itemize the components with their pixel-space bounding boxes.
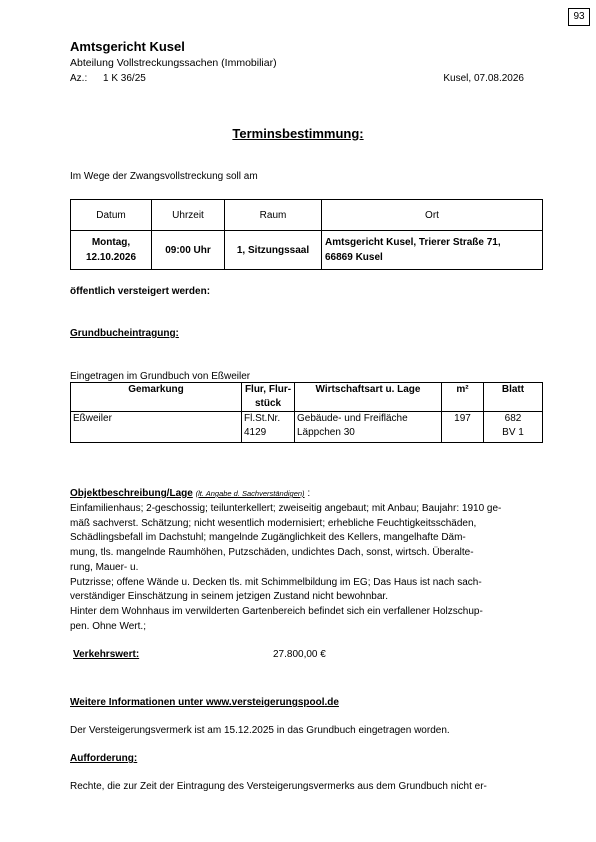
page-number: 93	[568, 8, 590, 26]
objekt-heading: Objektbeschreibung/Lage	[70, 488, 193, 499]
objekt-line: verständiger Einschätzung in seinem jetzigen Zustand nicht bewohnbar.	[70, 591, 388, 603]
court-name: Amtsgericht Kusel	[70, 39, 185, 54]
weitere-informationen: Weitere Informationen unter www.versteigerungspool.de	[70, 697, 339, 708]
header-ort: Ort	[322, 200, 543, 231]
document-title: Terminsbestimmung:	[232, 126, 364, 141]
cell-blatt-line1: 682	[504, 413, 522, 424]
header-wirtschaftsart: Wirtschaftsart u. Lage	[295, 383, 442, 412]
grundbuch-table-row	[71, 412, 543, 443]
verkehrswert-label: Verkehrswert:	[73, 649, 140, 660]
objekt-line: mung, tls. mangelnde Raumhöhen, Putzschäden, undichtes Dach, sonst, wirtsch. Überalte-	[70, 547, 474, 559]
place-date: Kusel, 07.08.2026	[443, 73, 524, 84]
appointment-place	[322, 231, 543, 270]
file-number: 1 K 36/25	[103, 73, 146, 84]
vermerk-text: Der Versteigerungsvermerk ist am 15.12.2025 in das Grundbuch eingetragen worden.	[70, 725, 450, 736]
objekt-line: rung, Mauer- u.	[70, 561, 139, 573]
cell-wirtschaftsart-line2: Läppchen 30	[297, 427, 355, 438]
objekt-line: Hinter dem Wohnhaus im verwilderten Gartenbereich befindet sich ein verfallener Holzschup-	[70, 605, 483, 617]
aufforderung-text: Rechte, die zur Zeit der Eintragung des Versteigerungsvermerks aus dem Grundbuch nicht er-	[70, 781, 487, 792]
header-flur	[242, 383, 295, 412]
objekt-line: Einfamilienhaus; 2-geschossig; teilunterkellert; zweiseitig angebaut; mit Anbau; Baujahr: 1910 ge-	[70, 503, 502, 514]
aufforderung-heading: Aufforderung:	[70, 753, 138, 764]
objekt-note: (lt. Angabe d. Sachverständigen)	[195, 489, 305, 498]
objekt-line: Putzrisse; offene Wände u. Decken tls. mit Schimmelbildung im EG; Das Haus ist nach sach-	[70, 576, 482, 588]
header-flur-line2: stück	[254, 398, 282, 409]
objekt-line: mäß sachverst. Schätzung; nicht wesentlich modernisiert; erhebliche Feuchtigkeitsschäden,	[70, 517, 477, 529]
appointment-table-row	[71, 231, 543, 270]
appointment-time: 09:00 Uhr	[152, 231, 225, 270]
appointment-table-header	[71, 200, 543, 231]
cell-wirtschaftsart-line1: Gebäude- und Freifläche	[297, 413, 408, 424]
objekt-heading-line	[70, 488, 310, 499]
cell-gemarkung: Eßweiler	[71, 412, 242, 443]
appointment-table	[70, 199, 543, 270]
appointment-date-line2: 12.10.2026	[85, 252, 137, 263]
grundbuch-table-header	[71, 383, 543, 412]
verkehrswert-value: 27.800,00 €	[273, 649, 326, 660]
header-uhrzeit: Uhrzeit	[152, 200, 225, 231]
cell-flur-line2: 4129	[244, 427, 267, 438]
cell-flur-line1: Fl.St.Nr.	[244, 413, 281, 424]
objekt-colon: :	[307, 488, 311, 499]
header-datum: Datum	[71, 200, 152, 231]
objekt-line: pen. Ohne Wert.;	[70, 620, 146, 632]
auction-text: öffentlich versteigert werden:	[70, 286, 211, 297]
appointment-place-line2: 66869 Kusel	[325, 252, 383, 263]
objekt-description	[70, 502, 546, 634]
appointment-room: 1, Sitzungssaal	[225, 231, 322, 270]
grundbuch-table	[70, 382, 543, 443]
header-gemarkung: Gemarkung	[71, 383, 242, 412]
appointment-place-line1: Amtsgericht Kusel, Trierer Straße 71,	[325, 237, 501, 248]
file-number-label: Az.:	[70, 73, 88, 84]
department: Abteilung Vollstreckungssachen (Immobiliar)	[70, 57, 277, 69]
cell-blatt	[484, 412, 543, 443]
header-raum: Raum	[225, 200, 322, 231]
cell-blatt-line2: BV 1	[502, 427, 524, 438]
header-flur-line1: Flur, Flur-	[244, 384, 292, 395]
header-blatt: Blatt	[484, 383, 543, 412]
cell-flur	[242, 412, 295, 443]
intro-text: Im Wege der Zwangsvollstreckung soll am	[70, 171, 258, 182]
grundbuch-heading: Grundbucheintragung:	[70, 328, 179, 339]
appointment-date-line1: Montag,	[91, 237, 131, 248]
appointment-date	[71, 231, 152, 270]
cell-wirtschaftsart	[295, 412, 442, 443]
objekt-line: Schädlingsbefall im Dachstuhl; mangelnde Zugänglichkeit des Kellers, mangelhafte Däm-	[70, 532, 466, 544]
header-m2: m²	[442, 383, 484, 412]
grundbuch-intro: Eingetragen im Grundbuch von Eßweiler	[70, 371, 251, 382]
cell-m2: 197	[442, 412, 484, 443]
